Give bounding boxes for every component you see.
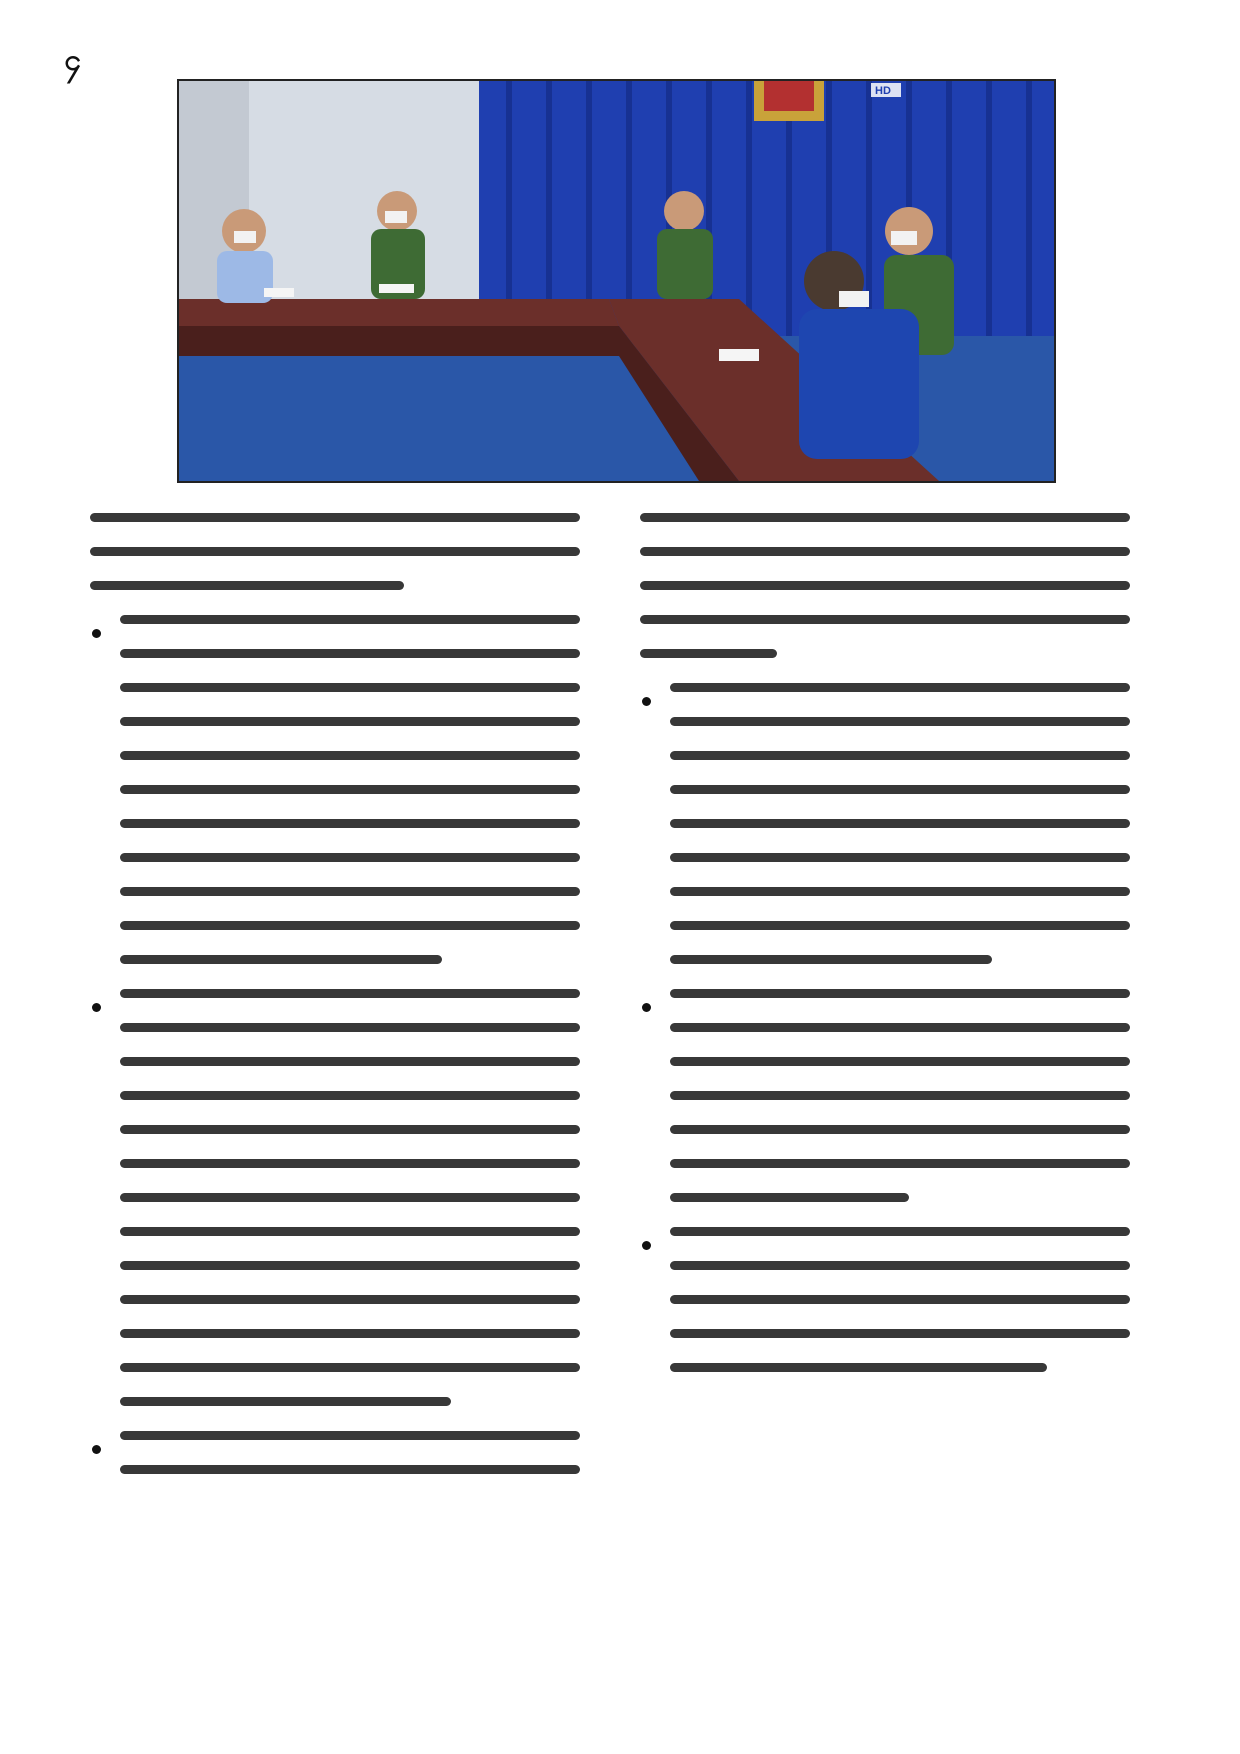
bullet-icon [642,1241,651,1250]
text-line [670,955,992,964]
text-line [670,1295,1130,1304]
text-line [640,513,1130,522]
text-line [670,1261,1130,1270]
text-line [120,955,442,964]
bullet-icon [92,629,101,638]
bullet-paragraph [90,1431,580,1474]
channel-logo: HD [875,85,891,97]
text-line [90,581,404,590]
text-line [670,1227,1130,1236]
text-line [120,1261,580,1270]
text-line [670,819,1130,828]
bullet-paragraph [90,989,580,1406]
meeting-photo [177,79,1056,483]
text-line [120,853,580,862]
text-line [670,1193,909,1202]
meeting-scene-illustration [179,81,1054,481]
bullet-icon [642,1003,651,1012]
text-line [120,1397,451,1406]
text-line [120,1057,580,1066]
text-line [120,683,580,692]
text-line [120,819,580,828]
text-line [120,1431,580,1440]
text-line [120,989,580,998]
text-line [120,785,580,794]
text-line [120,1091,580,1100]
bullet-icon [92,1003,101,1012]
text-line [90,547,580,556]
text-line [670,683,1130,692]
text-line [640,581,1130,590]
text-line [670,1125,1130,1134]
paragraph [640,513,1130,658]
text-line [670,717,1130,726]
text-line [120,921,580,930]
text-line [120,1295,580,1304]
text-line [640,615,1130,624]
text-line [640,649,777,658]
text-line [670,1363,1047,1372]
text-line [670,751,1130,760]
text-line [670,1023,1130,1032]
text-line [670,1329,1130,1338]
right-column [640,500,1130,1397]
text-line [120,1193,580,1202]
text-line [670,989,1130,998]
text-line [120,1329,580,1338]
text-line [670,1159,1130,1168]
text-line [120,1159,580,1168]
text-line [120,1227,580,1236]
text-line [670,887,1130,896]
text-line [670,853,1130,862]
text-line [120,615,580,624]
bullet-paragraph [640,683,1130,964]
text-line [640,547,1130,556]
text-line [670,785,1130,794]
bullet-paragraph [90,615,580,964]
bullet-paragraph [640,1227,1130,1372]
text-line [670,921,1130,930]
text-line [90,513,580,522]
text-line [120,1125,580,1134]
bullet-icon [92,1445,101,1454]
left-column [90,500,580,1499]
text-line [670,1057,1130,1066]
text-line [120,887,580,896]
paragraph [90,513,580,590]
text-line [120,717,580,726]
text-line [670,1091,1130,1100]
text-line [120,1023,580,1032]
bullet-icon [642,697,651,706]
text-line [120,751,580,760]
text-line [120,649,580,658]
bullet-paragraph [640,989,1130,1202]
text-line [120,1363,580,1372]
text-line [120,1465,580,1474]
page-number: ၄ [64,43,81,78]
